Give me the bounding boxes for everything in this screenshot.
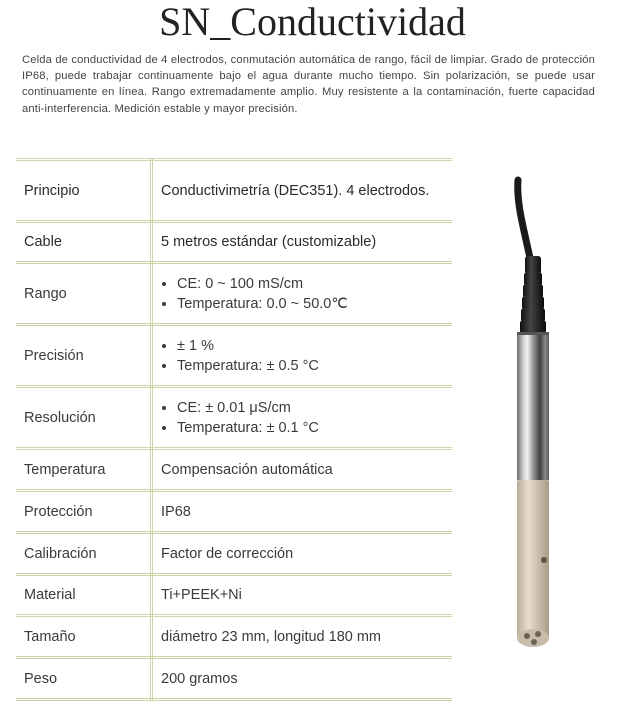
spec-value: diámetro 23 mm, longitud 180 mm [152, 616, 453, 658]
spec-key: Temperatura [16, 449, 152, 491]
spec-row-principio [16, 160, 452, 222]
spec-value [152, 387, 453, 449]
spec-list-item: • CE: 0 ~ 100 mS/cm [177, 274, 444, 294]
spec-key: Precisión [16, 325, 152, 387]
spec-key: Rango [16, 263, 152, 325]
spec-row-resolucion [16, 387, 452, 449]
spec-key: Protección [16, 491, 152, 533]
spec-key: Principio [16, 160, 152, 222]
spec-value: Compensación automática [152, 449, 453, 491]
spec-value: IP68 [152, 491, 453, 533]
spec-key: Calibración [16, 533, 152, 575]
spec-value: Ti+PEEK+Ni [152, 575, 453, 616]
spec-key: Material [16, 575, 152, 616]
spec-key: Peso [16, 658, 152, 700]
spec-value: Conductivimetría (DEC351). 4 electrodos. [152, 160, 453, 222]
conductivity-probe-icon [492, 176, 602, 676]
spec-row-peso [16, 658, 452, 700]
spec-row-tamano [16, 616, 452, 658]
spec-list-item: • CE: ± 0.01 μS/cm [177, 398, 444, 418]
spec-key: Resolución [16, 387, 152, 449]
spec-value: 5 metros estándar (customizable) [152, 222, 453, 263]
spec-row-temperatura [16, 449, 452, 491]
spec-key: Cable [16, 222, 152, 263]
spec-value: 200 gramos [152, 658, 453, 700]
spec-value [152, 263, 453, 325]
spec-list-item: • Temperatura: ± 0.1 °C [177, 418, 444, 438]
product-description: Celda de conductividad de 4 electrodos, conmutación automática de rango, fácil de limpiar. Grado de protección IP68, puede trabajar continuamente bajo el agua durante mucho tiempo. Sin polarización, se puede usar continuamente en línea. Rango extremadamente amplio. Muy resistente a la contaminación, fuerte capacidad anti-interferencia. Medición estable y mayor precisión. [22, 54, 595, 115]
spec-list-item: • Temperatura: 0.0 ~ 50.0℃ [177, 294, 444, 314]
page-title: SN_Conductividad [159, 0, 466, 44]
spec-row-calibracion [16, 533, 452, 575]
spec-value [152, 325, 453, 387]
spec-row-material [16, 575, 452, 616]
spec-row-precision [16, 325, 452, 387]
spec-row-cable [16, 222, 452, 263]
spec-list-item: • ± 1 % [177, 336, 444, 356]
spec-row-rango [16, 263, 452, 325]
spec-key: Tamaño [16, 616, 152, 658]
spec-value: Factor de corrección [152, 533, 453, 575]
spec-list-item: • Temperatura: ± 0.5 °C [177, 356, 444, 376]
spec-table [16, 158, 452, 701]
spec-row-proteccion [16, 491, 452, 533]
